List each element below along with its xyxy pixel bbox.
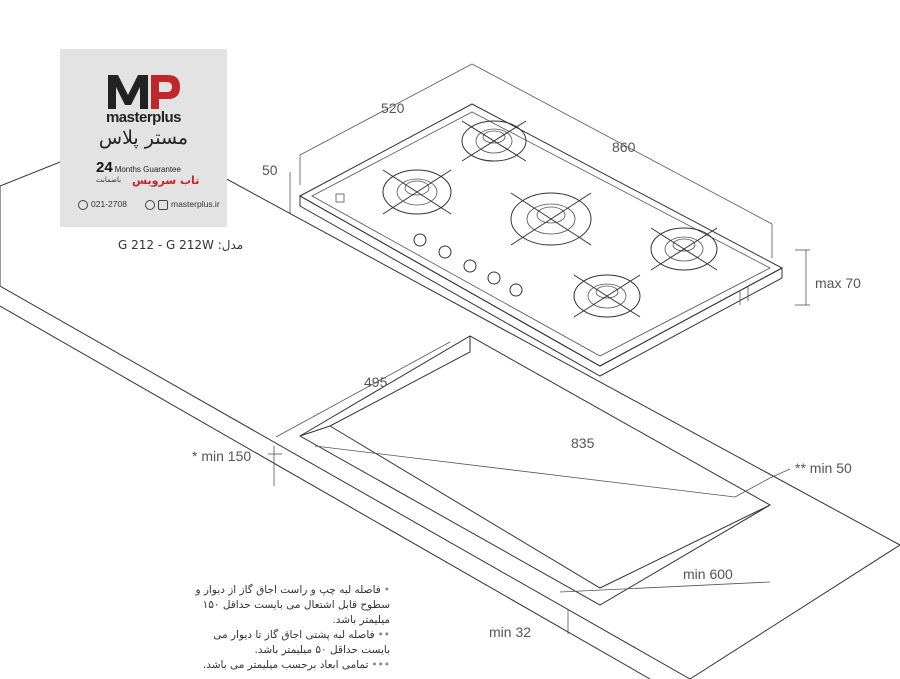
dim-cutout-depth: 495 (364, 374, 388, 390)
brand-name: masterplus (105, 109, 182, 126)
installation-notes (190, 583, 390, 673)
phone: 021-2708 (78, 199, 127, 210)
dim-depth: 520 (381, 100, 405, 116)
logo-mark (336, 194, 344, 202)
instagram-icon (158, 200, 168, 210)
burner (383, 170, 451, 214)
brand-name-fa: مستر پلاس (98, 127, 189, 149)
note-item: •فاصله لبه چپ و راست اجاق گاز از دیوار و سطوح قابل اشتعال می بایست حداقل ۱۵۰ میلیمتر باشد. (195, 584, 390, 626)
burner (574, 275, 640, 317)
dim-width: 860 (612, 139, 636, 155)
burner (462, 121, 526, 161)
burner (511, 193, 591, 245)
countertop (0, 150, 900, 679)
model-label: مدل: G 212 - G 212W (118, 238, 244, 252)
dim-counter-thickness: min 32 (489, 624, 532, 640)
phone-icon (78, 200, 88, 210)
guarantee-text: Months Guarantee (114, 165, 181, 174)
guarantee-fa-small: باضمانت (96, 176, 122, 184)
dim-cutout-width: 835 (571, 435, 595, 451)
burner (651, 228, 717, 270)
hob (300, 104, 782, 376)
dim-max-height: max 70 (815, 275, 861, 291)
dim-back-clearance: ** min 50 (795, 460, 852, 476)
guarantee-number: 24 (96, 159, 113, 176)
mp-logo-icon (104, 69, 184, 113)
website: masterplus.ir (145, 199, 220, 210)
globe-icon (145, 200, 155, 210)
model-value: G 212 - G 212W (118, 238, 214, 252)
guarantee-fa: تاب سرویس (132, 174, 200, 187)
dim-glass-height: 50 (262, 162, 278, 178)
dim-side-clearance: * min 150 (192, 448, 252, 464)
note-item: ••فاصله لبه پشتی اجاق گاز تا دیوار می بایست حداقل ۵۰ میلیمتر باشد. (213, 629, 390, 656)
control-knobs (414, 234, 522, 296)
dim-counter-depth: min 600 (683, 566, 733, 582)
brand-card (60, 49, 227, 227)
note-item: •••تمامی ابعاد برحسب میلیمتر می باشد. (202, 659, 390, 671)
